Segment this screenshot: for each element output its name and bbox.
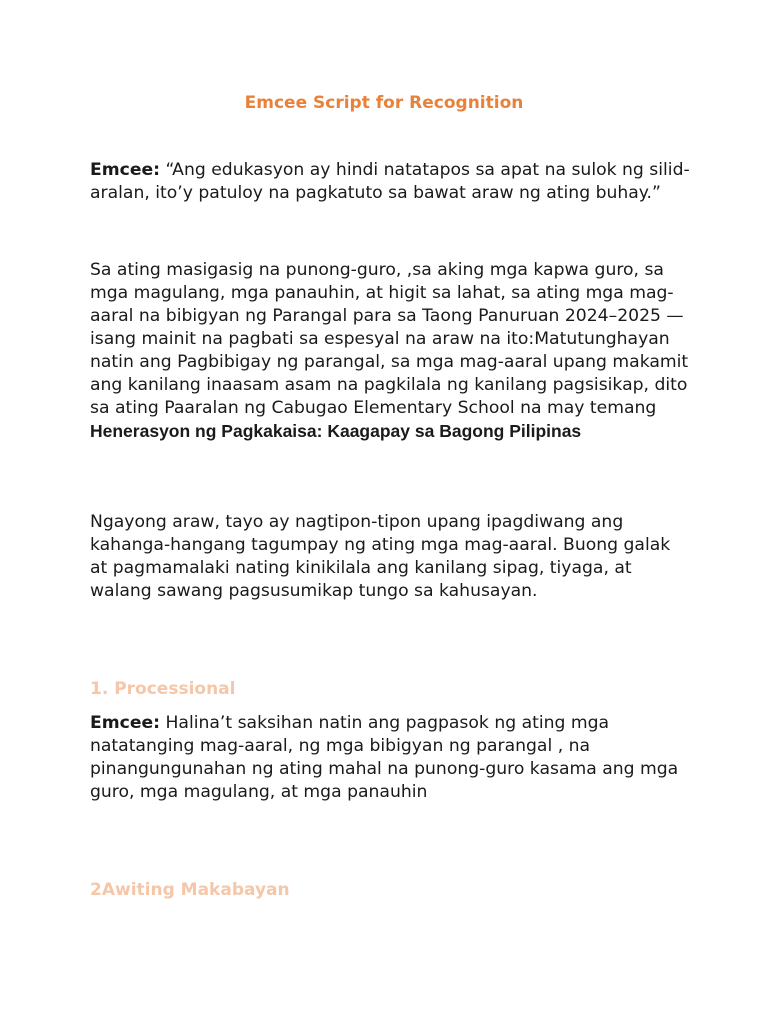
intro-quote: “Ang edukasyon ay hindi natatapos sa apat na sulok ng silid-aralan, ito’y patuloy na pagkatuto sa bawat araw ng ating buhay.”: [90, 160, 690, 203]
processional-text: Halina’t saksihan natin ang pagpasok ng ating mga natatanging mag-aaral, ng mga bibigyan ng parangal , na pinangungunahan ng ating mahal na punong-guro kasama ang mga guro, mga magulang, at mga panauhin: [90, 713, 679, 802]
processional-paragraph: [90, 712, 690, 804]
greeting-text: Sa ating masigasig na punong-guro, ,sa aking mga kapwa guro, sa mga magulang, mga panauhin, at higit sa lahat, sa ating mga mag-aaral na bibigyan ng Parangal para sa Taong Panuruan 2024–2025 — isang mainit na pagbati sa espesyal na araw na ito:Matutunghayan natin ang Pagbibigay ng parangal, sa mga mag-aaral upang makamit ang kanilang inaasam asam na pagkilala ng kanilang pagsisikap, dito sa ating Paaralan ng Cabugao Elementary School na may temang: [90, 260, 689, 418]
greeting-paragraph: [90, 259, 690, 444]
celebration-text: Ngayong araw, tayo ay nagtipon-tipon upang ipagdiwang ang kahanga-hangang tagumpay ng ating mga mag-aaral. Buong galak at pagmamalaki nating kinikilala ang kanilang sipag, tiyaga, at walang sawang pagsusumikap tungo sa kahusayan.: [90, 512, 671, 601]
speaker-label: Emcee:: [90, 160, 161, 180]
intro-paragraph: [90, 159, 690, 205]
document-title: Emcee Script for Recognition: [244, 93, 524, 113]
celebration-paragraph: [90, 511, 690, 603]
theme-text: Henerasyon ng Pagkakaisa: Kaagapay sa Bagong Pilipinas: [90, 421, 582, 441]
speaker-label: Emcee:: [90, 713, 161, 733]
section-heading-processional: 1. Processional: [90, 679, 236, 699]
section-heading-awiting-makabayan: 2Awiting Makabayan: [90, 880, 290, 900]
